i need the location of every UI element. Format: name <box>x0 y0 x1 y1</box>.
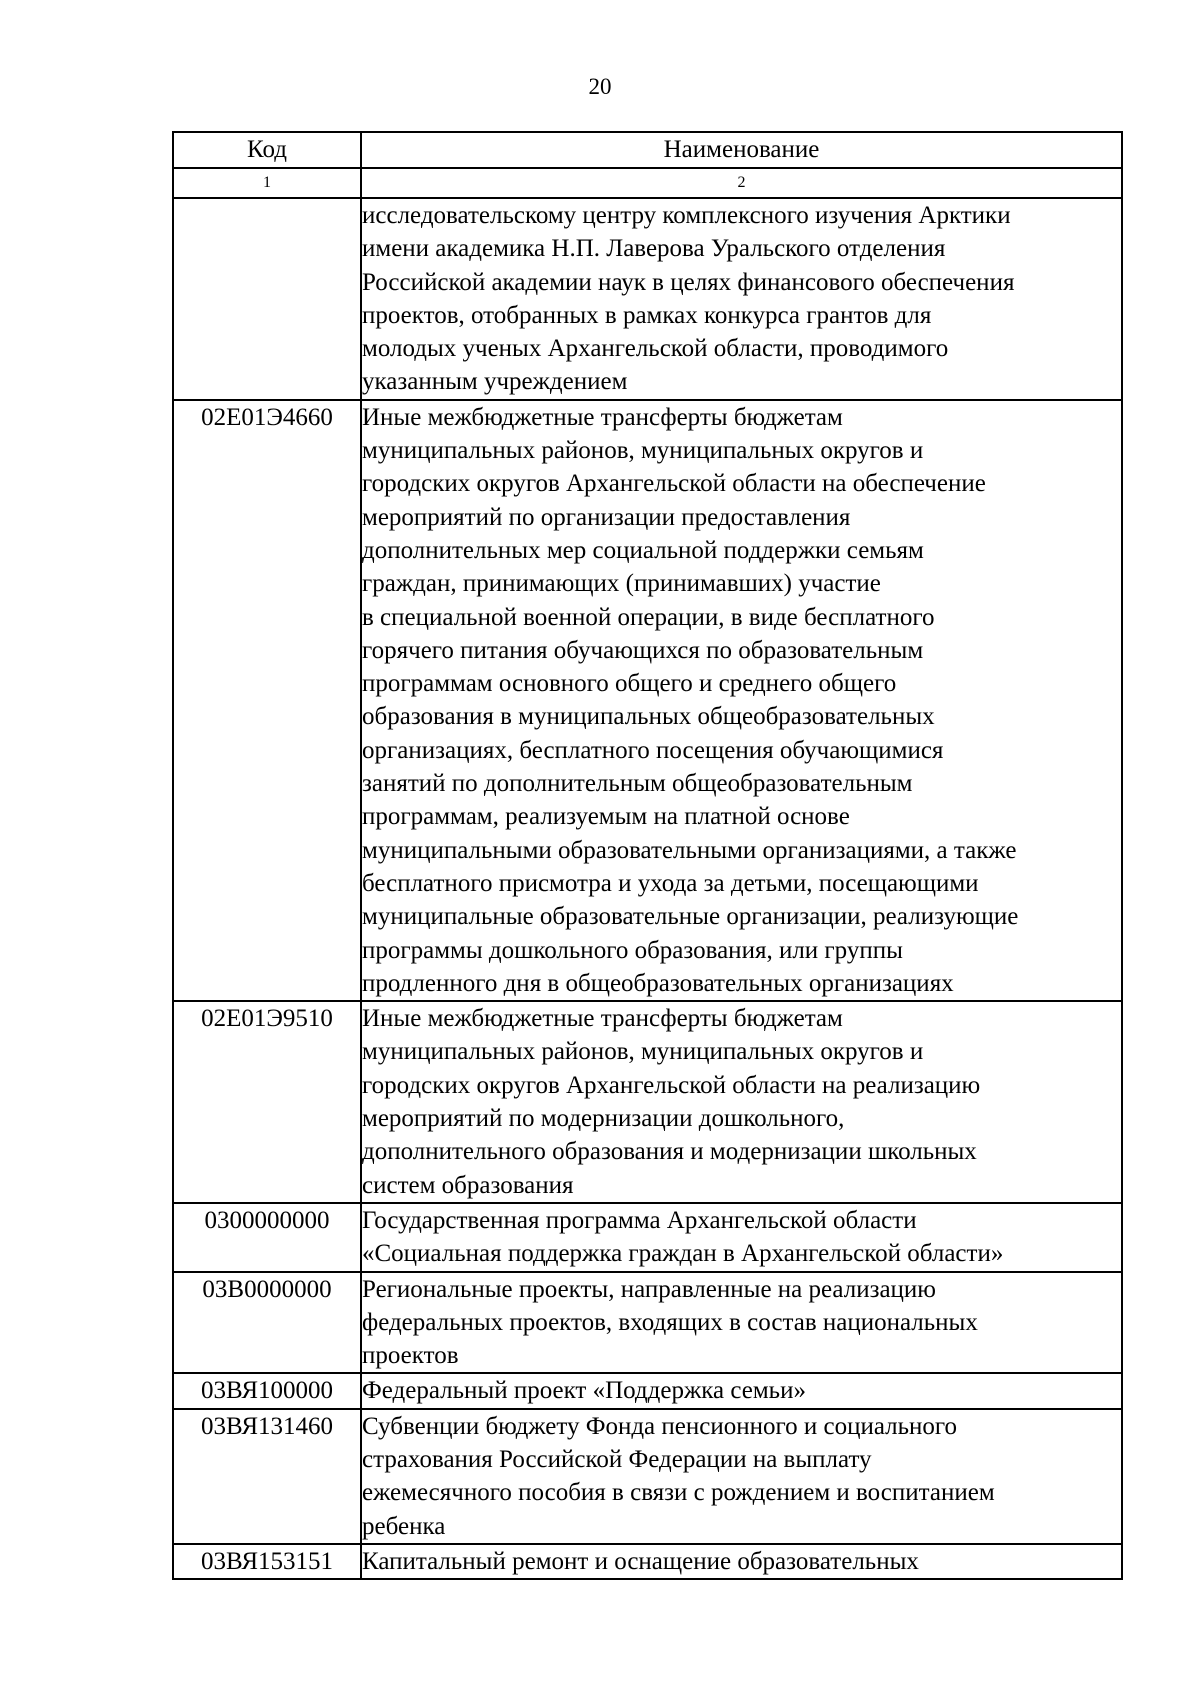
row-name-line: муниципальными образовательными организациями, а также <box>362 836 1017 864</box>
row-name-line: Иные межбюджетные трансферты бюджетам <box>362 403 843 431</box>
row-name <box>361 1544 1122 1579</box>
row-name-line: городских округов Архангельской области на обеспечение <box>362 470 986 498</box>
row-name-line: занятий по дополнительным общеобразовательным <box>362 770 913 798</box>
table-row <box>173 1272 1122 1374</box>
row-name-line: программы дошкольного образования, или группы <box>362 936 903 964</box>
row-code: 03ВЯ153151 <box>173 1544 361 1579</box>
row-name <box>361 1409 1122 1544</box>
row-code: 03ВЯ100000 <box>173 1373 361 1408</box>
row-name-line: муниципальных районов, муниципальных округов и <box>362 437 924 465</box>
row-name-line: исследовательскому центру комплексного изучения Арктики <box>362 202 1011 229</box>
row-code: 0300000000 <box>173 1203 361 1272</box>
table-row <box>173 1001 1122 1203</box>
row-name-line: Федеральный проект «Поддержка семьи» <box>362 1377 806 1405</box>
row-name-line: продленного дня в общеобразовательных организациях <box>362 969 954 997</box>
row-name-line: Субвенции бюджету Фонда пенсионного и социального <box>362 1412 958 1440</box>
table-row <box>173 1203 1122 1272</box>
row-name-line: страхования Российской Федерации на выплату <box>362 1445 872 1473</box>
row-name-line: организациях, бесплатного посещения обучающимися <box>362 736 944 764</box>
table-row <box>173 198 1122 400</box>
row-name-line: ребенка <box>362 1512 446 1540</box>
row-name-line: граждан, принимающих (принимавших) участие <box>362 570 881 598</box>
budget-code-table <box>172 131 1123 1580</box>
row-name-line: «Социальная поддержка граждан в Архангельской области» <box>362 1240 1004 1268</box>
column-number-name: 2 <box>361 168 1122 198</box>
header-code: Код <box>173 132 361 168</box>
row-name-line: городских округов Архангельской области на реализацию <box>362 1071 981 1099</box>
row-name-line: Иные межбюджетные трансферты бюджетам <box>362 1005 843 1033</box>
row-name-line: Капитальный ремонт и оснащение образовательных <box>362 1547 919 1575</box>
row-code: 03ВЯ131460 <box>173 1409 361 1544</box>
row-name-line: муниципальных районов, муниципальных округов и <box>362 1038 924 1066</box>
row-name-line: систем образования <box>362 1171 574 1199</box>
column-number-row <box>173 168 1122 198</box>
row-name-line: образования в муниципальных общеобразовательных <box>362 703 935 731</box>
row-name-line: дополнительного образования и модернизации школьных <box>362 1138 977 1166</box>
row-name-line: Региональные проекты, направленные на реализацию <box>362 1275 936 1303</box>
row-name-line: муниципальные образовательные организации, реализующие <box>362 903 1019 931</box>
table-row <box>173 1409 1122 1544</box>
row-name-line: федеральных проектов, входящих в состав национальных <box>362 1308 978 1336</box>
row-code <box>173 198 361 400</box>
row-name-line: проектов <box>362 1342 459 1370</box>
table-row <box>173 400 1122 1001</box>
row-code: 03В0000000 <box>173 1272 361 1374</box>
row-name-line: Российской академии наук в целях финансового обеспечения <box>362 268 1015 296</box>
row-name-line: Государственная программа Архангельской области <box>362 1206 917 1234</box>
page-number: 20 <box>588 74 612 99</box>
row-name <box>361 1373 1122 1408</box>
row-name <box>361 1203 1122 1272</box>
row-name-line: дополнительных мер социальной поддержки семьям <box>362 536 924 564</box>
row-name-line: горячего питания обучающихся по образовательным <box>362 636 924 664</box>
row-name <box>361 198 1122 400</box>
row-name-line: мероприятий по модернизации дошкольного, <box>362 1105 845 1133</box>
table-body <box>173 198 1122 1579</box>
row-name-line: указанным учреждением <box>362 368 628 396</box>
table-row <box>173 1373 1122 1408</box>
row-name <box>361 400 1122 1001</box>
row-name-line: имени академика Н.П. Лаверова Уральского отделения <box>362 235 946 263</box>
row-name-line: бесплатного присмотра и ухода за детьми, посещающими <box>362 869 979 897</box>
row-name <box>361 1001 1122 1203</box>
row-name-line: в специальной военной операции, в виде бесплатного <box>362 603 935 631</box>
row-name-line: программам основного общего и среднего общего <box>362 670 897 698</box>
row-name-line: молодых ученых Архангельской области, проводимого <box>362 335 949 363</box>
table-row <box>173 1544 1122 1579</box>
header-name: Наименование <box>361 132 1122 168</box>
row-name-line: программам, реализуемым на платной основе <box>362 803 850 831</box>
header-row <box>173 132 1122 168</box>
column-number-code: 1 <box>173 168 361 198</box>
row-name-line: мероприятий по организации предоставления <box>362 503 851 531</box>
row-name-line: проектов, отобранных в рамках конкурса грантов для <box>362 301 932 329</box>
row-name <box>361 1272 1122 1374</box>
row-name-line: ежемесячного пособия в связи с рождением и воспитанием <box>362 1479 995 1507</box>
row-code: 02Е01Э4660 <box>173 400 361 1001</box>
row-code: 02Е01Э9510 <box>173 1001 361 1203</box>
